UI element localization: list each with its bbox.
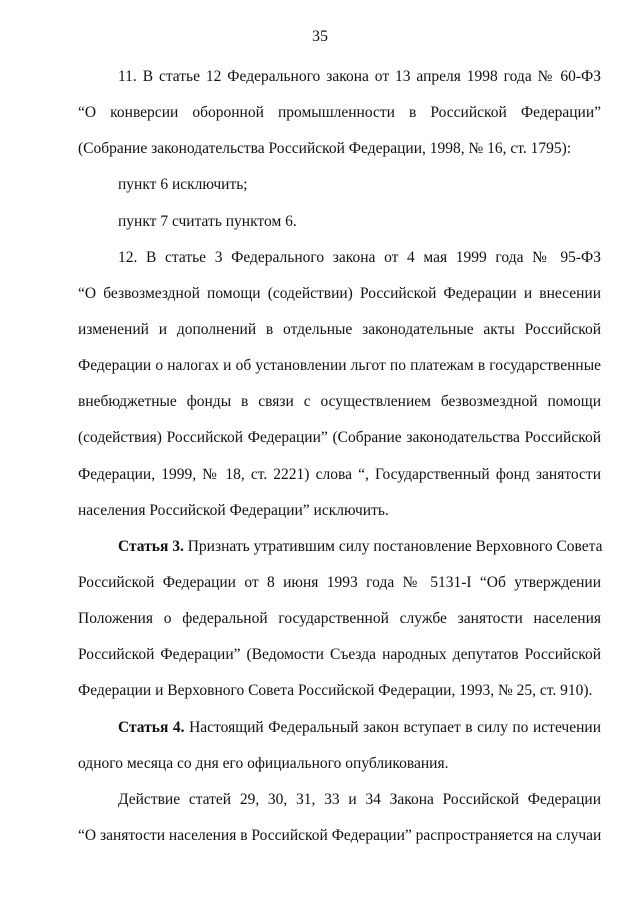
- line-text: Федерации о налогах и об установлении льгот по платежам в государственные: [78, 357, 601, 375]
- line-text: населения Российской Федерации” исключить.: [78, 501, 389, 519]
- line-text: (содействия) Российской Федерации” (Собрание законодательства Российской: [78, 429, 601, 447]
- line-text: “О занятости населения в Российской Федерации” распространяется на случаи: [78, 826, 602, 844]
- line-text: Настоящий Федеральный закон вступает в силу по истечении: [184, 718, 601, 736]
- text-line: [78, 782, 601, 818]
- line-text: Федерации и Верховного Совета Российской Федерации, 1993, № 25, ст. 910).: [78, 682, 593, 700]
- text-line: [78, 276, 601, 312]
- text-line: [78, 131, 601, 167]
- text-line: [78, 710, 601, 746]
- document-body: [78, 59, 601, 854]
- text-line: [78, 240, 601, 276]
- line-text: (Собрание законодательства Российской Федерации, 1998, № 16, ст. 1795):: [78, 140, 572, 158]
- text-line: [78, 746, 601, 782]
- text-line: [78, 59, 601, 95]
- text-line: [78, 95, 601, 131]
- article-heading: Статья 4.: [118, 718, 185, 736]
- line-text: Действие статей 29, 30, 31, 33 и 34 Закона Российской Федерации: [118, 790, 601, 808]
- line-text: одного месяца со дня его официального опубликования.: [78, 754, 449, 772]
- text-line: [78, 565, 601, 601]
- text-line: [78, 167, 601, 203]
- text-line: [78, 204, 601, 240]
- line-text: 12. В статье 3 Федерального закона от 4 мая 1999 года № 95-ФЗ: [118, 248, 601, 266]
- line-text: изменений и дополнений в отдельные законодательные акты Российской: [78, 320, 601, 338]
- line-text: Признать утратившим силу постановление Верховного Совета: [183, 537, 603, 555]
- line-text: Российской Федерации” (Ведомости Съезда народных депутатов Российской: [78, 646, 601, 664]
- line-text: Федерации, 1999, № 18, ст. 2221) слова “, Государственный фонд занятости: [78, 465, 601, 483]
- article-heading: Статья 3.: [118, 537, 184, 555]
- text-line: [78, 457, 601, 493]
- line-text: “О конверсии оборонной промышленности в Российской Федерации”: [78, 104, 601, 122]
- text-line: [78, 348, 601, 384]
- line-text: Положения о федеральной государственной службе занятости населения: [78, 610, 601, 628]
- text-line: [78, 312, 601, 348]
- line-text: пункт 7 считать пунктом 6.: [118, 212, 297, 230]
- text-line: [78, 529, 601, 565]
- text-line: [78, 493, 601, 529]
- page-number: 35: [312, 28, 328, 45]
- text-line: [78, 384, 601, 420]
- text-line: [78, 601, 601, 637]
- line-text: внебюджетные фонды в связи с осуществлением безвозмездной помощи: [78, 393, 601, 411]
- text-line: [78, 637, 601, 673]
- line-text: пункт 6 исключить;: [118, 176, 248, 194]
- text-line: [78, 818, 601, 854]
- line-text: “О безвозмездной помощи (содействии) Российской Федерации и внесении: [78, 284, 601, 302]
- text-line: [78, 673, 601, 709]
- line-text: Российской Федерации от 8 июня 1993 года № 5131-I “Об утверждении: [78, 573, 601, 591]
- line-text: 11. В статье 12 Федерального закона от 13 апреля 1998 года № 60-ФЗ: [118, 68, 601, 85]
- text-line: [78, 420, 601, 456]
